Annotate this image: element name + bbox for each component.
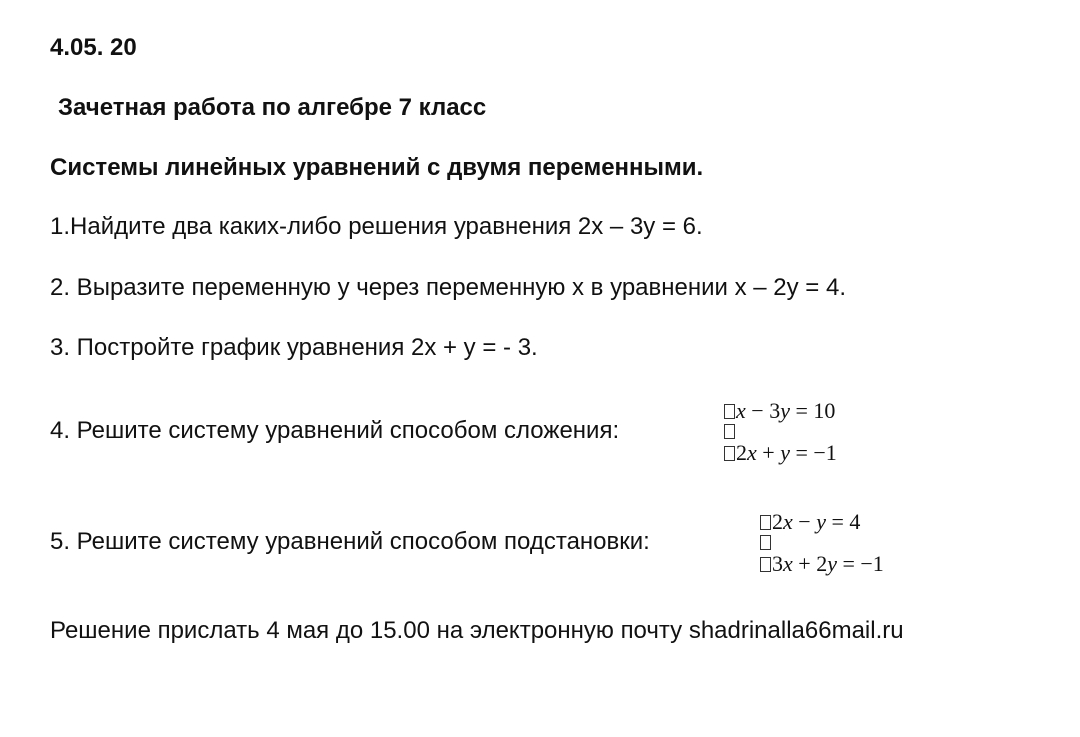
- missing-brace-glyph-icon: [724, 404, 735, 419]
- page-subtitle: Системы линейных уравнений с двумя переменными.: [50, 154, 704, 181]
- task-5: 5. Решите систему уравнений способом подстановки:: [50, 528, 650, 555]
- missing-brace-glyph-icon: [724, 446, 735, 461]
- task-3: 3. Постройте график уравнения 2х + у = - 3.: [50, 334, 538, 361]
- equation-system-5: [760, 509, 930, 579]
- system-5-equation-1: [760, 509, 860, 535]
- task-2: 2. Выразите переменную у через переменную х в уравнении х – 2у = 4.: [50, 274, 846, 301]
- system-5-equation-1-text: 2x − y = 4: [772, 509, 861, 534]
- system-5-equation-2: [760, 551, 884, 577]
- task-4: 4. Решите систему уравнений способом сложения:: [50, 417, 620, 444]
- equation-system-4: [724, 398, 884, 468]
- system-4-equation-1: [724, 398, 835, 424]
- system-5-equation-2-text: 3x + 2y = −1: [772, 551, 884, 576]
- system-4-equation-2: [724, 440, 837, 466]
- missing-brace-glyph-icon: [724, 424, 735, 439]
- missing-brace-glyph-icon: [760, 515, 771, 530]
- page-title: Зачетная работа по алгебре 7 класс: [58, 94, 487, 121]
- task-1: 1.Найдите два каких-либо решения уравнения 2х – 3у = 6.: [50, 213, 703, 240]
- missing-brace-glyph-icon: [760, 535, 771, 550]
- missing-brace-glyph-icon: [760, 557, 771, 572]
- system-4-equation-1-text: x − 3y = 10: [736, 398, 836, 423]
- date: 4.05. 20: [50, 34, 137, 61]
- submission-note: Решение прислать 4 мая до 15.00 на электронную почту shadrinalla66mail.ru: [50, 617, 904, 644]
- system-4-equation-2-text: 2x + y = −1: [736, 440, 837, 465]
